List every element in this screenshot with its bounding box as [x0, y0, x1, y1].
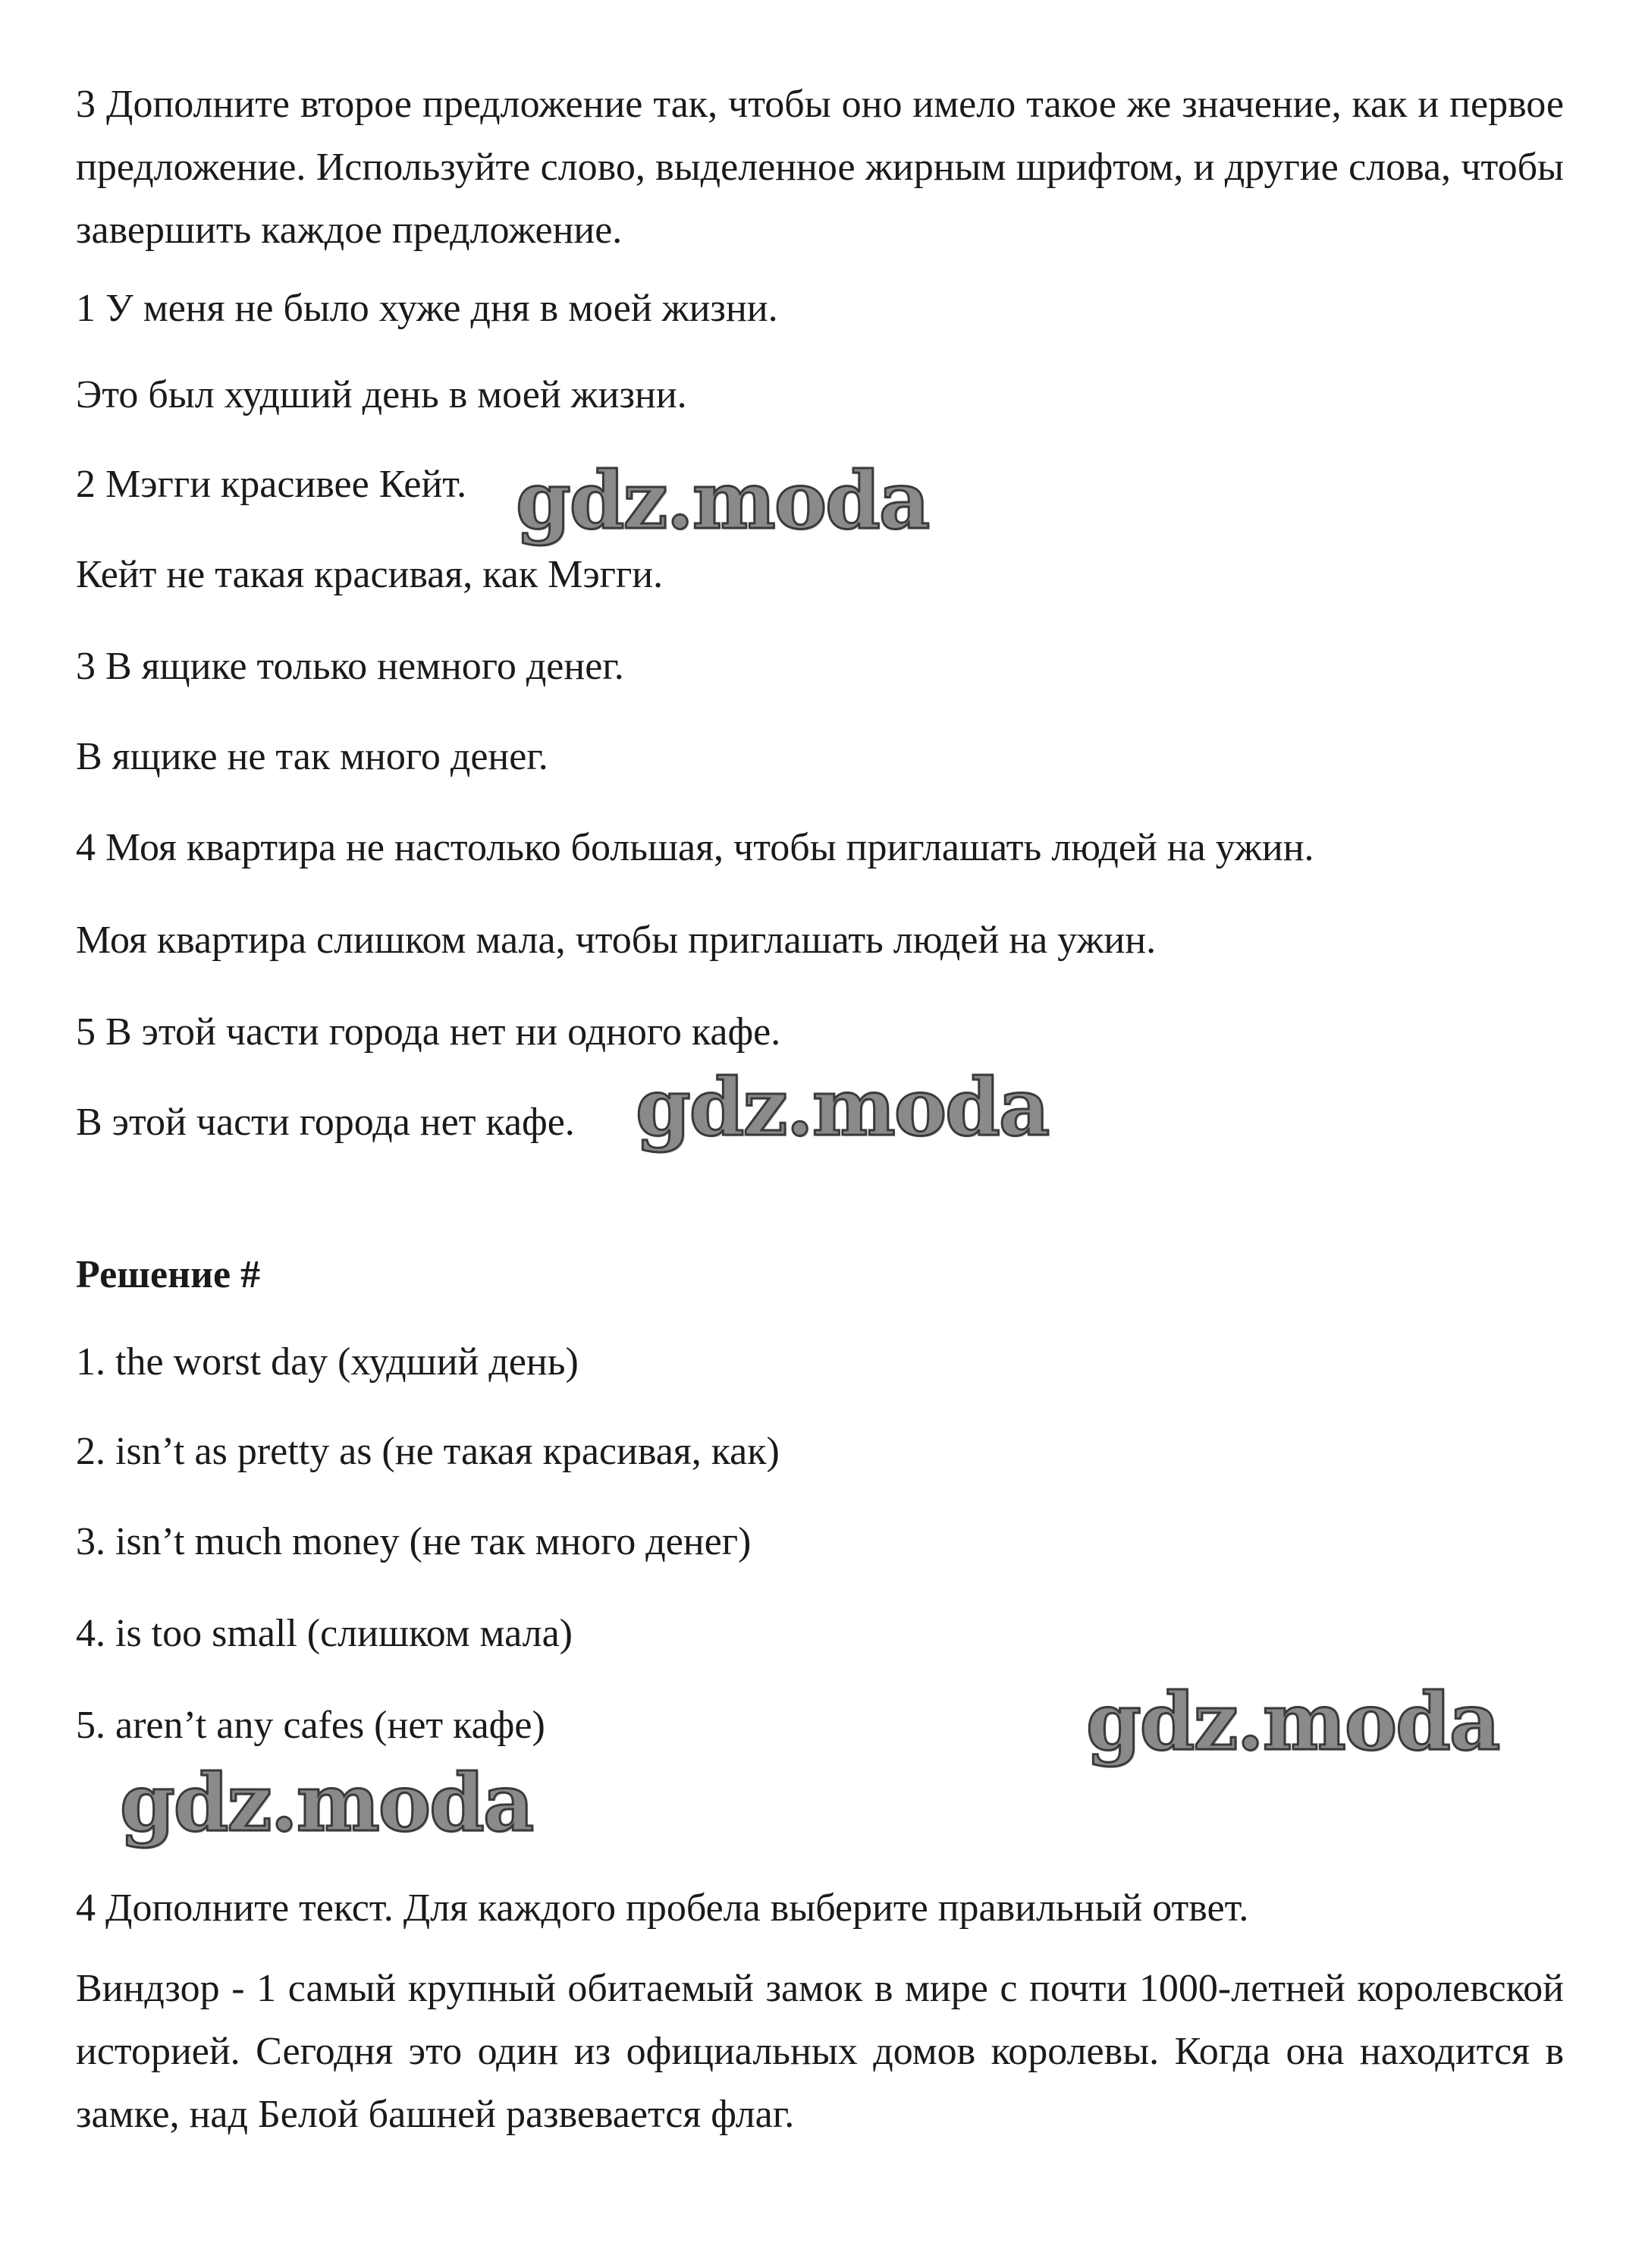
- task3-instruction: 3 Дополните второе предложение так, чтобы оно имело такое же значение, как и первое предложение. Используйте слово, выделенное жирным шрифтом, и другие слова, чтобы завершить каждое предложение.: [76, 83, 1564, 252]
- task3-item-5-rewrite: В этой части города нет кафе.: [76, 1101, 575, 1144]
- task3-item-3-rewrite: В ящике не так много денег.: [76, 735, 548, 778]
- task3-item-4-original: 4 Моя квартира не настолько большая, чтобы приглашать людей на ужин.: [76, 826, 1314, 869]
- task3-item-2-rewrite: Кейт не такая красивая, как Мэгги.: [76, 553, 664, 596]
- watermark-logo: gdz.moda: [516, 454, 929, 547]
- solution-answer-5: 5. aren’t any cafes (нет кафе): [76, 1704, 545, 1747]
- solution-heading: Решение #: [76, 1253, 261, 1296]
- solution-answer-4: 4. is too small (слишком мала): [76, 1612, 573, 1655]
- solution-answer-2: 2. isn’t as pretty as (не такая красивая, как): [76, 1430, 780, 1473]
- task3-item-2-original: 2 Мэгги красивее Кейт.: [76, 463, 467, 506]
- task3-item-1-rewrite: Это был худший день в моей жизни.: [76, 373, 687, 416]
- task4-text: Виндзор - 1 самый крупный обитаемый замок в мире с почти 1000-летней королевской историей. Сегодня это один из официальных домов королевы. Когда она находится в замке, над Белой башней развевается флаг.: [76, 1967, 1564, 2136]
- task3-item-3-original: 3 В ящике только немного денег.: [76, 645, 624, 688]
- task3-item-4-rewrite: Моя квартира слишком мала, чтобы приглашать людей на ужин.: [76, 919, 1157, 962]
- task3-item-5-original: 5 В этой части города нет ни одного кафе.: [76, 1010, 781, 1054]
- watermark-logo: gdz.moda: [1086, 1675, 1499, 1768]
- solution-answer-1: 1. the worst day (худший день): [76, 1340, 579, 1384]
- task4-instruction: 4 Дополните текст. Для каждого пробела выберите правильный ответ.: [76, 1886, 1249, 1930]
- watermark-logo: gdz.moda: [120, 1756, 533, 1849]
- watermark-logo: gdz.moda: [636, 1060, 1049, 1154]
- solution-answer-3: 3. isn’t much money (не так много денег): [76, 1520, 752, 1563]
- task3-item-1-original: 1 У меня не было хуже дня в моей жизни.: [76, 287, 778, 330]
